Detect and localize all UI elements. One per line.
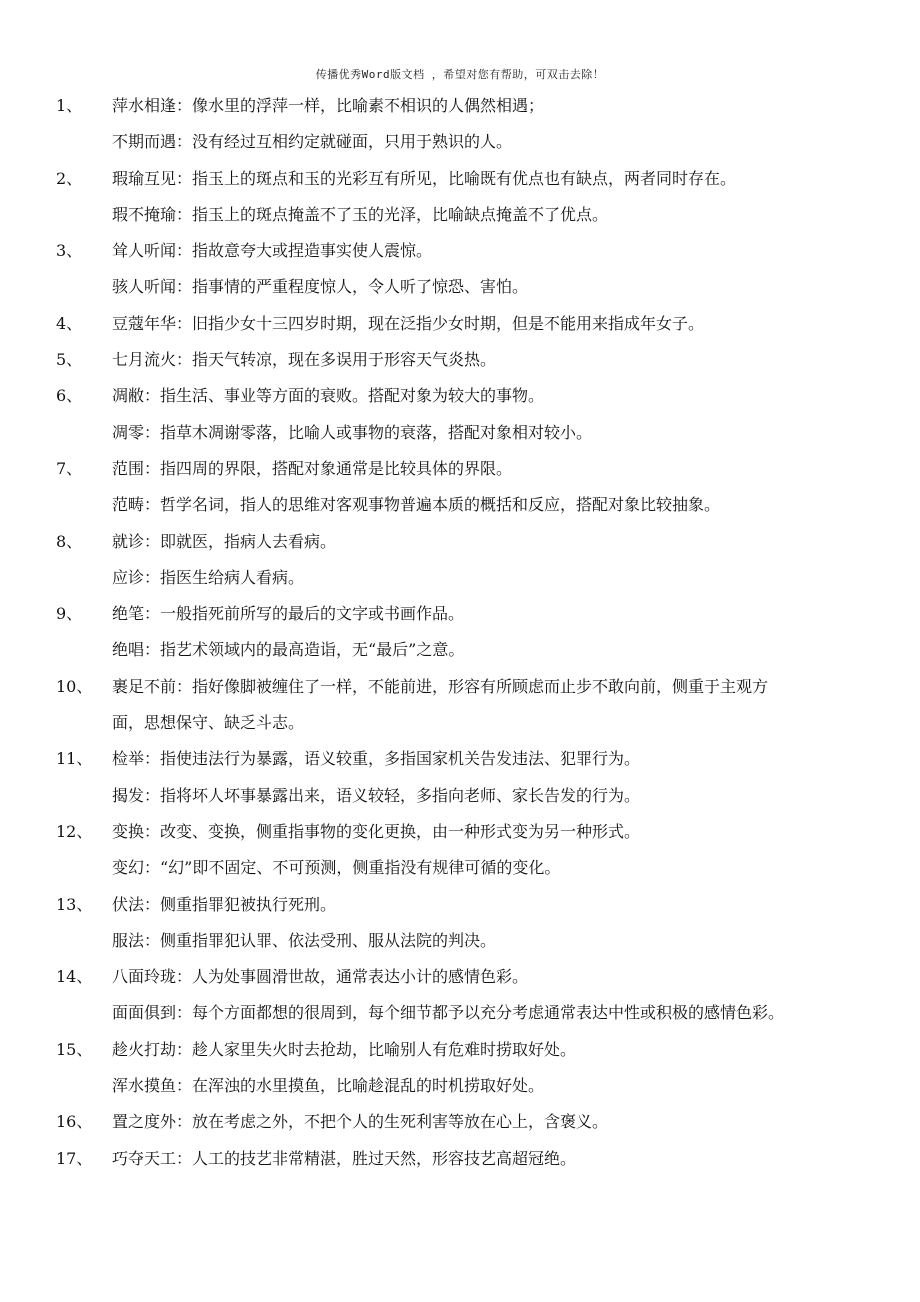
text-line bbox=[0, 1141, 920, 1177]
item-text: 置之度外：放在考虑之外，不把个人的生死利害等放在心上，含褒义。 bbox=[112, 1112, 609, 1132]
item-number: 15、 bbox=[56, 1039, 93, 1059]
page-header: 传播优秀Word版文档 ，希望对您有帮助，可双击去除！ bbox=[315, 68, 605, 81]
text-line bbox=[0, 814, 920, 850]
item-text: 面，思想保守、缺乏斗志。 bbox=[112, 713, 305, 733]
text-line bbox=[0, 197, 920, 233]
item-number: 16、 bbox=[56, 1112, 93, 1132]
text-line bbox=[0, 560, 920, 596]
item-text: 裹足不前：指好像脚被缠住了一样，不能前进，形容有所顾虑而止步不敢向前，侧重于主观方 bbox=[112, 676, 769, 696]
item-text: 范畴：哲学名词，指人的思维对客观事物普遍本质的概括和反应，搭配对象比较抽象。 bbox=[112, 495, 721, 515]
item-text: 趁火打劫：趁人家里失火时去抢劫，比喻别人有危难时捞取好处。 bbox=[112, 1039, 577, 1059]
text-line bbox=[0, 451, 920, 487]
text-line bbox=[0, 959, 920, 995]
item-text: 凋零：指草木凋谢零落，比喻人或事物的衰落，搭配对象相对较小。 bbox=[112, 422, 593, 442]
text-line bbox=[0, 233, 920, 269]
item-number: 6、 bbox=[56, 386, 83, 406]
item-number: 1、 bbox=[56, 96, 83, 115]
item-number: 7、 bbox=[56, 458, 83, 478]
item-number: 11、 bbox=[56, 749, 93, 769]
item-text: 变幻：“幻”即不固定、不可预测，侧重指没有规律可循的变化。 bbox=[112, 858, 561, 878]
item-text: 伏法：侧重指罪犯被执行死刑。 bbox=[112, 894, 337, 914]
item-text: 检举：指使违法行为暴露，语义较重，多指国家机关告发违法、犯罪行为。 bbox=[112, 749, 641, 769]
item-text: 八面玲珑：人为处事圆滑世故，通常表达小计的感情色彩。 bbox=[112, 967, 529, 987]
item-text: 耸人听闻：指故意夸大或捏造事实使人震惊。 bbox=[112, 241, 433, 261]
item-number: 8、 bbox=[56, 531, 83, 551]
text-line bbox=[0, 124, 920, 160]
text-line bbox=[0, 705, 920, 741]
item-number: 13、 bbox=[56, 894, 93, 914]
text-line bbox=[0, 306, 920, 342]
text-line bbox=[0, 741, 920, 777]
text-line bbox=[0, 1104, 920, 1140]
text-line bbox=[0, 415, 920, 451]
item-text: 范围：指四周的界限，搭配对象通常是比较具体的界限。 bbox=[112, 458, 513, 478]
item-number: 9、 bbox=[56, 604, 83, 624]
item-number: 10、 bbox=[56, 676, 93, 696]
item-number: 4、 bbox=[56, 313, 83, 333]
item-text: 豆蔻年华：旧指少女十三四岁时期，现在泛指少女时期，但是不能用来指成年女子。 bbox=[112, 313, 705, 333]
item-number: 3、 bbox=[56, 241, 83, 261]
item-text: 就诊：即就医，指病人去看病。 bbox=[112, 531, 337, 551]
text-line bbox=[0, 161, 920, 197]
item-number: 12、 bbox=[56, 821, 93, 841]
item-text: 浑水摸鱼：在浑浊的水里摸鱼，比喻趁混乱的时机捞取好处。 bbox=[112, 1076, 545, 1096]
item-text: 服法：侧重指罪犯认罪、依法受刑、服从法院的判决。 bbox=[112, 930, 497, 950]
item-number: 2、 bbox=[56, 168, 83, 188]
item-number: 14、 bbox=[56, 967, 93, 987]
text-line bbox=[0, 887, 920, 923]
item-text: 瑕瑜互见：指玉上的斑点和玉的光彩互有所见，比喻既有优点也有缺点，两者同时存在。 bbox=[112, 168, 737, 188]
text-line bbox=[0, 778, 920, 814]
item-text: 巧夺天工：人工的技艺非常精湛，胜过天然，形容技艺高超冠绝。 bbox=[112, 1148, 577, 1168]
text-line bbox=[0, 995, 920, 1031]
item-text: 骇人听闻：指事情的严重程度惊人，令人听了惊恐、害怕。 bbox=[112, 277, 529, 297]
item-text: 变换：改变、变换，侧重指事物的变化更换，由一种形式变为另一种形式。 bbox=[112, 821, 641, 841]
item-text: 绝唱：指艺术领域内的最高造诣，无“最后”之意。 bbox=[112, 640, 465, 660]
text-line bbox=[0, 342, 920, 378]
text-line bbox=[0, 669, 920, 705]
text-line bbox=[0, 632, 920, 668]
text-line bbox=[0, 269, 920, 305]
item-number: 5、 bbox=[56, 350, 83, 370]
item-text: 揭发：指将坏人坏事暴露出来，语义较轻，多指向老师、家长告发的行为。 bbox=[112, 785, 641, 805]
text-line bbox=[0, 596, 920, 632]
text-line bbox=[0, 378, 920, 414]
item-text: 萍水相逢：像水里的浮萍一样，比喻素不相识的人偶然相遇； bbox=[112, 96, 545, 115]
text-line bbox=[0, 487, 920, 523]
text-line bbox=[0, 1032, 920, 1068]
text-line bbox=[0, 850, 920, 886]
item-text: 面面俱到：每个方面都想的很周到，每个细节都予以充分考虑通常表达中性或积极的感情色彩。 bbox=[112, 1003, 785, 1023]
item-text: 不期而遇：没有经过互相约定就碰面，只用于熟识的人。 bbox=[112, 132, 513, 152]
document-body bbox=[0, 88, 920, 1177]
text-line bbox=[0, 88, 920, 124]
item-text: 应诊：指医生给病人看病。 bbox=[112, 567, 305, 587]
item-text: 凋敝：指生活、事业等方面的衰败。搭配对象为较大的事物。 bbox=[112, 386, 545, 406]
text-line bbox=[0, 524, 920, 560]
item-text: 绝笔：一般指死前所写的最后的文字或书画作品。 bbox=[112, 604, 465, 624]
item-text: 瑕不掩瑜：指玉上的斑点掩盖不了玉的光泽，比喻缺点掩盖不了优点。 bbox=[112, 204, 609, 224]
item-text: 七月流火：指天气转凉，现在多误用于形容天气炎热。 bbox=[112, 350, 497, 370]
text-line bbox=[0, 1068, 920, 1104]
item-number: 17、 bbox=[56, 1148, 93, 1168]
text-line bbox=[0, 923, 920, 959]
